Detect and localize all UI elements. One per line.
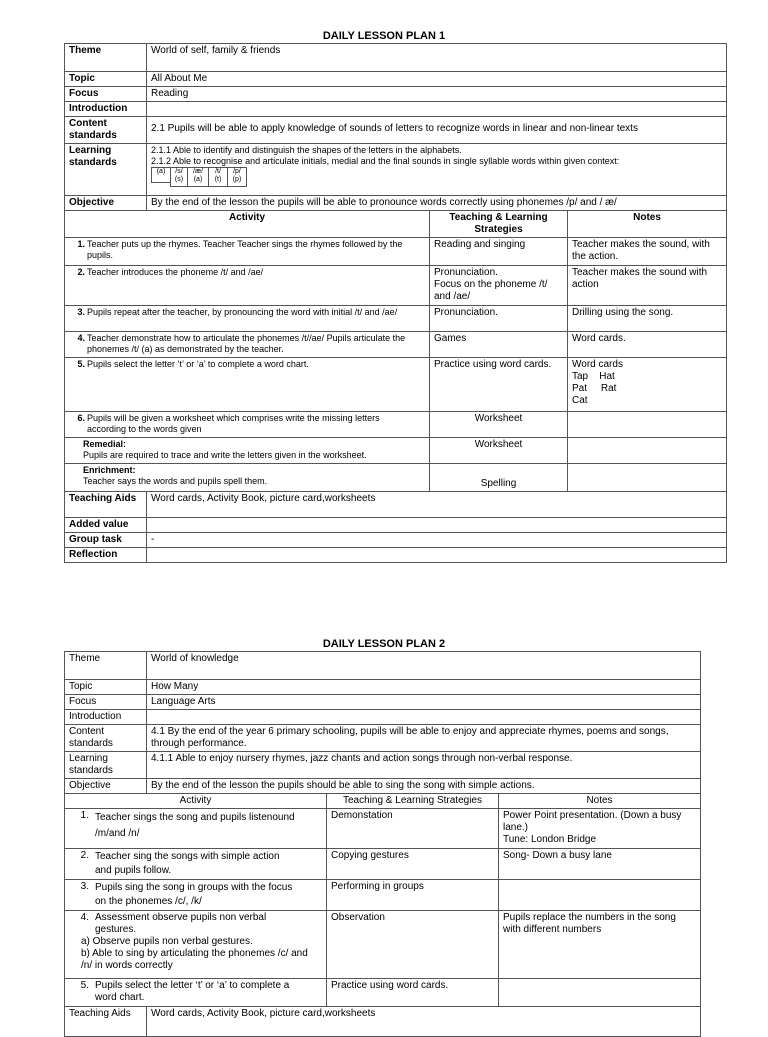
plan1-added [147, 518, 727, 533]
plan1-content-label: Content standards [65, 117, 147, 144]
row-activity: Teacher puts up the rhymes. Teacher Teacher sings the rhymes followed by the pupils. [87, 239, 403, 260]
plan2-theme: World of knowledge [147, 652, 701, 680]
plan1-theme-label: Theme [65, 44, 147, 72]
remedial-text: Pupils are required to trace and write the letters given in the worksheet. [83, 450, 367, 460]
table-row [65, 979, 701, 1007]
table-row [65, 911, 701, 979]
plan2-col-strategies: Teaching & Learning Strategies [327, 794, 499, 809]
row-notes: Teacher makes the sound with action [568, 266, 727, 306]
row-activity: Pupils repeat after the teacher, by pronouncing the word with initial /t/ and /ae/ [87, 307, 398, 317]
table-row [65, 306, 727, 332]
plan1-intro-label: Introduction [65, 102, 147, 117]
plan1-added-label: Added value [65, 518, 147, 533]
plan1-content: 2.1 Pupils will be able to apply knowledge of sounds of letters to recognize words in linear and non-linear texts [147, 117, 727, 144]
plan1-learning-label: Learning standards [65, 144, 147, 196]
plan2-content-label: Content standards [65, 725, 147, 752]
plan1-objective: By the end of the lesson the pupils will be able to pronounce words correctly using phonemes /p/ and / æ/ [147, 196, 727, 211]
row-activity: Pupils select the letter ‘t’ or ‘a’ to complete a word chart. [87, 359, 309, 369]
plan2-learning-label: Learning standards [65, 752, 147, 779]
remedial-strategy: Worksheet [430, 438, 568, 464]
row-notes: Power Point presentation. (Down a busy lane.) Tune: London Bridge [499, 809, 701, 849]
plan1-learning-2: 2.1.2 Able to recognise and articulate initials, medial and the final sounds in single syllable words within given context: [151, 156, 620, 166]
table-row [65, 880, 701, 911]
row-strategy: Observation [327, 911, 499, 979]
plan2-intro-label: Introduction [65, 710, 147, 725]
enrichment-row [65, 464, 727, 492]
enrichment-text: Teacher says the words and pupils spell them. [83, 476, 268, 486]
row-activity: Teacher demonstrate how to articulate the phonemes /t//ae/ Pupils articulate the phonemes /t/ (a) as demonstrated by the teacher. [87, 333, 406, 354]
row-number: 3. [77, 307, 85, 317]
phoneme-box: (a) [151, 167, 171, 183]
table-row [65, 412, 727, 438]
row-number: 2. [80, 850, 89, 861]
plan2-aids: Word cards, Activity Book, picture card,worksheets [147, 1007, 701, 1037]
plan1-learning [147, 144, 727, 196]
plan1-objective-label: Objective [65, 196, 147, 211]
plan2-content: 4.1 By the end of the year 6 primary schooling, pupils will be able to enjoy and appreciate rhymes, poems and songs, through performance. [147, 725, 701, 752]
phoneme-box: /t/ (t) [208, 167, 228, 187]
plan1-topic: All About Me [147, 72, 727, 87]
table-row [65, 266, 727, 306]
row-number: 5. [80, 980, 89, 991]
row-sub-b: b) Able to sing by articulating the phonemes /c/ and /n/ in words correctly [81, 948, 308, 971]
table-row [65, 849, 701, 880]
table-row [65, 358, 727, 412]
row-notes: Word cards. [568, 332, 727, 358]
row-notes [499, 880, 701, 911]
remedial-label: Remedial: [83, 439, 127, 449]
plan2-topic-label: Topic [65, 680, 147, 695]
row-strategy: Pronunciation. [430, 306, 568, 332]
plan1-col-activity: Activity [65, 211, 430, 238]
row-number: 3. [80, 881, 89, 892]
row-notes: Drilling using the song. [568, 306, 727, 332]
plan1-topic-label: Topic [65, 72, 147, 87]
row-activity: Pupils sing the song in groups with the focus on the phonemes /c/, /k/ [95, 882, 293, 907]
row-notes: Teacher makes the sound, with the action. [568, 238, 727, 266]
row-number: 5. [77, 359, 85, 369]
plan2-table [64, 651, 701, 1037]
plan1-group-label: Group task [65, 533, 147, 548]
row-activity: Teacher sing the songs with simple action and pupils follow. [95, 851, 280, 876]
plan2-col-notes: Notes [499, 794, 701, 809]
row-activity: Pupils will be given a worksheet which comprises write the missing letters according to the words given [87, 413, 380, 434]
row-activity: Assessment observe pupils non verbal gestures. [95, 912, 267, 935]
plan1-table [64, 43, 727, 563]
plan2-objective: By the end of the lesson the pupils should be able to sing the song with simple actions. [147, 779, 701, 794]
plan1-group: - [147, 533, 727, 548]
row-number: 4. [77, 333, 85, 343]
row-notes: Word cards Tap Hat Pat Rat Cat [568, 358, 727, 412]
table-row [65, 332, 727, 358]
row-strategy: Pronunciation. Focus on the phoneme /t/ and /ae/ [430, 266, 568, 306]
row-activity: Teacher introduces the phoneme /t/ and /ae/ [87, 267, 264, 277]
row-number: 2. [77, 267, 85, 277]
plan2-col-activity: Activity [65, 794, 327, 809]
plan1-learning-1: 2.1.1 Able to identify and distinguish the shapes of the letters in the alphabets. [151, 145, 462, 155]
phoneme-box: /s/ (s) [170, 167, 188, 187]
row-number: 6. [77, 413, 85, 423]
row-notes: Song- Down a busy lane [499, 849, 701, 880]
table-row [65, 809, 701, 849]
plan1-col-notes: Notes [568, 211, 727, 238]
phoneme-box: /æ/ (a) [187, 167, 209, 187]
plan2-theme-label: Theme [65, 652, 147, 680]
row-strategy: Reading and singing [430, 238, 568, 266]
plan1-intro [147, 102, 727, 117]
plan1-phoneme-boxes [151, 167, 722, 187]
plan1-aids-label: Teaching Aids [65, 492, 147, 518]
row-notes [499, 979, 701, 1007]
plan2-topic: How Many [147, 680, 701, 695]
row-strategy: Copying gestures [327, 849, 499, 880]
plan1-focus: Reading [147, 87, 727, 102]
row-number: 4. [80, 912, 89, 923]
row-notes [568, 412, 727, 438]
row-sub-a: a) Observe pupils non verbal gestures. [81, 936, 253, 947]
row-strategy: Demonstation [327, 809, 499, 849]
table-row [65, 238, 727, 266]
plan1-col-strategies: Teaching & Learning Strategies [430, 211, 568, 238]
row-number: 1. [80, 810, 89, 821]
plan2-intro [147, 710, 701, 725]
row-activity: Pupils select the letter ‘t’ or ‘a’ to complete a word chart. [95, 980, 290, 1003]
remedial-row [65, 438, 727, 464]
plan1-focus-label: Focus [65, 87, 147, 102]
enrichment-strategy: Spelling [430, 464, 568, 492]
plan2-focus-label: Focus [65, 695, 147, 710]
row-strategy: Worksheet [430, 412, 568, 438]
plan2-objective-label: Objective [65, 779, 147, 794]
row-strategy: Games [430, 332, 568, 358]
plan1-theme: World of self, family & friends [147, 44, 727, 72]
row-strategy: Practice using word cards. [327, 979, 499, 1007]
plan2-aids-label: Teaching Aids [65, 1007, 147, 1037]
plan2-focus: Language Arts [147, 695, 701, 710]
plan1-reflection-label: Reflection [65, 548, 147, 563]
row-strategy: Performing in groups [327, 880, 499, 911]
row-strategy: Practice using word cards. [430, 358, 568, 412]
row-number: 1. [77, 239, 85, 249]
plan1-aids: Word cards, Activity Book, picture card,worksheets [147, 492, 727, 518]
phoneme-box: /p/ (p) [227, 167, 247, 187]
enrichment-label: Enrichment: [83, 465, 136, 475]
plan1-reflection [147, 548, 727, 563]
plan2-learning: 4.1.1 Able to enjoy nursery rhymes, jazz chants and action songs through non-verbal response. [147, 752, 701, 779]
row-notes: Pupils replace the numbers in the song with different numbers [499, 911, 701, 979]
plan2-title: DAILY LESSON PLAN 2 [322, 638, 446, 650]
plan1-title: DAILY LESSON PLAN 1 [322, 30, 446, 42]
row-activity: Teacher sings the song and pupils listenound /m/and /n/ [95, 812, 295, 839]
